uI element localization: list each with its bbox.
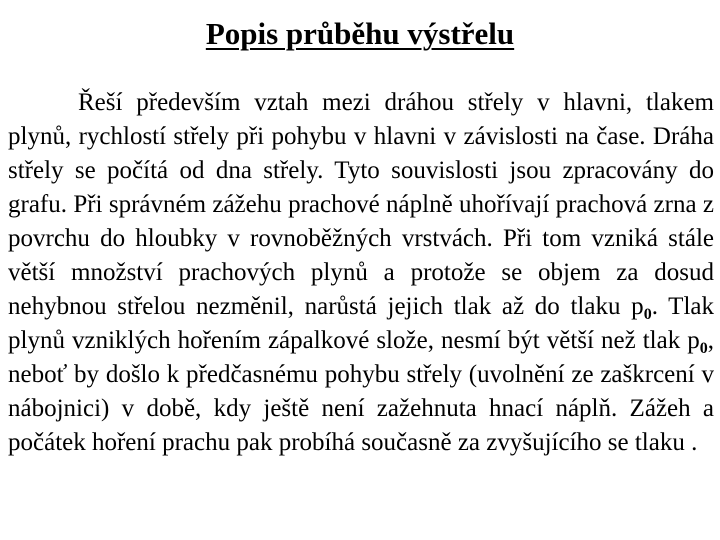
- subscript-p0-first: 0: [643, 306, 652, 323]
- paragraph-text-part1: Řeší především vztah mezi dráhou střely v hlavni, tlakem plynů, rychlostí střely při pohybu v hlavni v závislosti na čase. Dráha střely se počítá od dna střely. Tyto souvislosti jsou zpracovány do grafu. Při správném zážehu prachové náplně uhořívají prachová zrna z povrchu do hloubky v rovnoběžných vrstvách. Při tom vzniká stále větší množství prachových plynů a protože se objem za dosud nehybnou střelou nezměnil, narůstá jejich tlak až do tlaku p: [8, 89, 714, 320]
- slide-title: Popis průběhu výstřelu: [205, 16, 515, 51]
- subscript-p0-second: 0: [699, 340, 708, 357]
- paragraph-text-part2: . Tlak plynů vzniklých hořením zápalkové slože, nesmí být větší než tlak p: [8, 293, 714, 354]
- paragraph-text-part3: , neboť by došlo k předčasnému pohybu střely (uvolnění ze zaškrcení v nábojnici) v době, kdy ještě není zažehnuta hnací náplň. Zážeh a počátek hoření prachu pak probíhá současně za zvyšujícího se tlaku .: [8, 327, 714, 456]
- body-paragraph: [8, 86, 714, 460]
